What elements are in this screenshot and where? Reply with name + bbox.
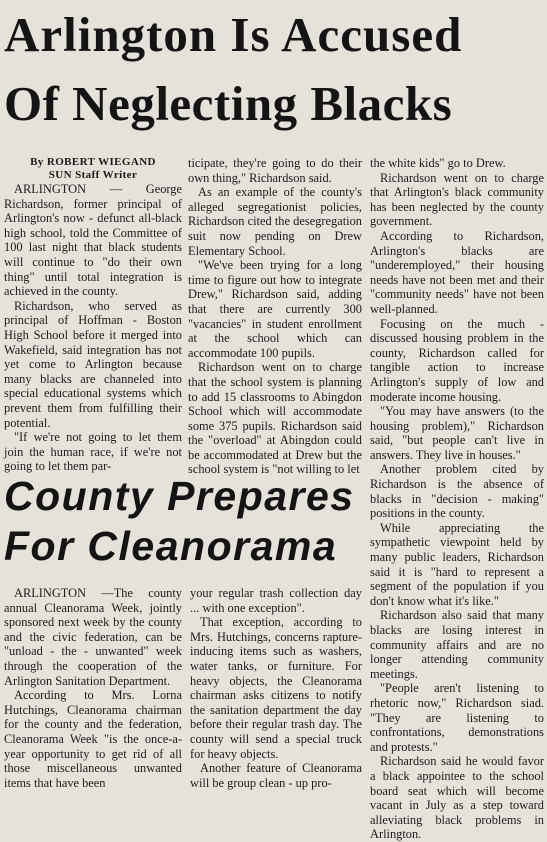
paragraph: "If we're not going to let them join the human race, if we're not going to let them par- (4, 430, 182, 474)
second-headline (4, 470, 364, 570)
paragraph: Richardson also said that many blacks are losing interest in community affairs and are no longer attending community meetings. (370, 608, 544, 681)
paragraph: Richardson said he would favor a black appointee to the school board seat which will become vacant in July as a step toward alleviating black problems in Arlington. (370, 754, 544, 842)
paragraph: While appreciating the sympathetic viewpoint held by many public leaders, Richardson said it is "hard to represent a segment of the population if you don't know what it's like." (370, 520, 544, 608)
paragraph: Focusing on the much - discussed housing problem in the county, Richardson called for tangible action to increase Arlington's supply of low and moderate income housing. (370, 316, 544, 404)
main-headline-line1: Arlington Is Accused (4, 7, 463, 62)
paragraph: "We've been trying for a long time to figure out how to integrate Drew," Richardson said, adding that there are currently 300 "vacancies" in student enrollment at the school which can accommodate 100 pupils. (188, 258, 362, 360)
second-headline-line1: County Prepares (4, 473, 355, 519)
story1-column-2 (188, 156, 362, 477)
paragraph: According to Mrs. Lorna Hutchings, Cleanorama chairman for the county and the federation, Cleanorama Week "is the once-a-year opportunity to get rid of all those miscellaneous unwanted items that have been (4, 688, 182, 790)
story1-column-1 (4, 156, 182, 474)
paragraph: That exception, according to Mrs. Hutchings, concerns rapture-inducing items such as washers, water tanks, or furniture. For heavy objects, the Cleanorama chairman asks citizens to notify the sanitation department the day before their regular trash day. The county will send a special truck for heavy objects. (190, 615, 362, 761)
story1-column-3 (370, 156, 544, 842)
story2-column-1 (4, 586, 182, 790)
paragraph: Richardson went on to charge that the school system is planning to add 15 classrooms to Abingdon School which will accommodate some 375 pupils. Richardson said the "overload" at Abingdon could be accommodated at Drew but the school system is "not willing to let (188, 360, 362, 477)
story2-column-2 (190, 586, 362, 790)
paragraph: ticipate, they're going to do their own thing," Richardson said. (188, 156, 362, 185)
paragraph: Another problem cited by Richardson is the absence of blacks in "decision - making" positions in the county. (370, 462, 544, 521)
paragraph: Richardson, who served as principal of Hoffman - Boston High School before it merged into Wakefield, said integration has not yet come to Arlington because many blacks are channeled into special educational systems which prevent them from fulfilling their potential. (4, 298, 182, 430)
paragraph: your regular trash collection day ... with one exception". (190, 586, 362, 615)
paragraph: the white kids" go to Drew. (370, 156, 506, 170)
paragraph: Another feature of Cleanorama will be group clean - up pro- (190, 761, 362, 790)
paragraph: As an example of the county's alleged segregationist policies, Richardson cited the desegregation suit now pending on Drew Elementary School. (188, 185, 362, 258)
byline-title: SUN Staff Writer (48, 169, 138, 181)
second-headline-line2: For Cleanorama (4, 523, 338, 569)
paragraph: ARLINGTON —The county annual Cleanorama Week, jointly sponsored next week by the county and the civic federation, can be "unload - the - unwanted" week through the cooperation of the Arlington Sanitation Department. (4, 586, 182, 688)
paragraph: Richardson went on to charge that Arlington's black community has been neglected by the county government. (370, 170, 544, 229)
paragraph: According to Richardson, Arlington's blacks are "underemployed," their housing needs have not been met and their "community needs" have not been well-planned. (370, 228, 544, 316)
paragraph: ARLINGTON — George Richardson, former principal of Arlington's now - defunct all-black high school, told the Committee of 100 last night that black students will continue to "do their own thing" until total integration is achieved in the county. (4, 182, 182, 299)
byline-name: By ROBERT WIEGAND (30, 156, 156, 168)
main-headline-line2: Of Neglecting Blacks (4, 76, 453, 131)
paragraph: "You may have answers (to the housing problem)," Richardson said, "but people can't live in answers. They live in houses." (370, 404, 544, 462)
paragraph: "People aren't listening to rhetoric now," Richardson siad. "They are listening to confrontations, demonstrations and protests." (370, 681, 544, 754)
